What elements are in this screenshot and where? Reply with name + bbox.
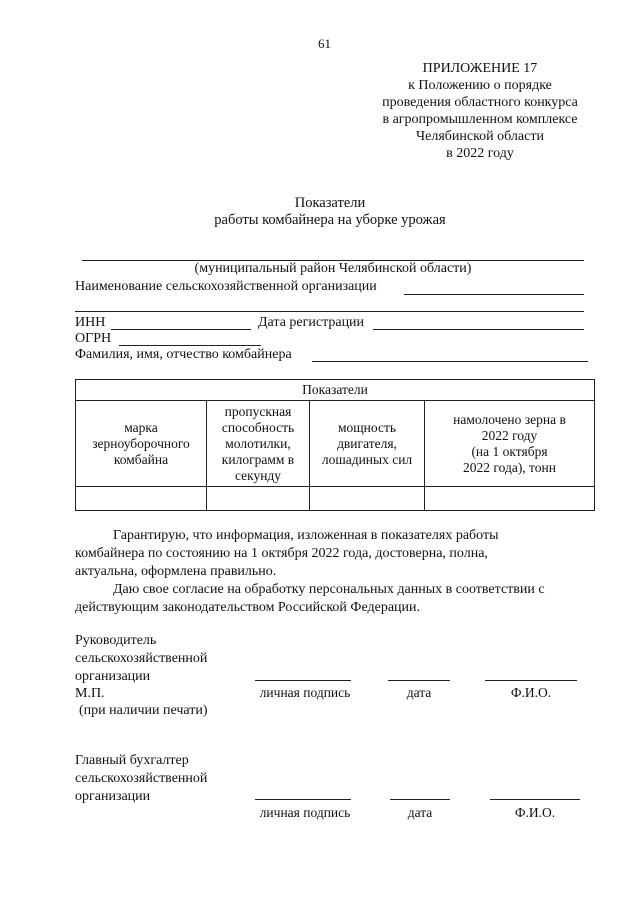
- head-name-line[interactable]: [485, 680, 577, 681]
- table-row: [76, 487, 595, 511]
- org-name-label: Наименование сельскохозяйственной организации: [75, 279, 377, 294]
- head-name-caption: Ф.И.О.: [510, 685, 552, 700]
- operator-label: Фамилия, имя, отчество комбайнера: [75, 347, 292, 362]
- page-number: 61: [318, 36, 331, 51]
- cell-throughput[interactable]: [207, 487, 310, 511]
- attachment-line: Челябинской области: [416, 129, 544, 144]
- table-header-row: [76, 380, 595, 401]
- head-sign-line[interactable]: [255, 680, 351, 681]
- stamp-label: М.П.: [75, 686, 105, 701]
- guarantee-line: актуальна, оформлена правильно.: [75, 564, 277, 579]
- accountant-name-caption: Ф.И.О.: [514, 805, 556, 820]
- reg-date-field[interactable]: [373, 329, 584, 330]
- accountant-sign-caption: личная подпись: [259, 805, 351, 820]
- operator-field[interactable]: [312, 361, 588, 362]
- head-date-line[interactable]: [388, 680, 450, 681]
- accountant-date-caption: дата: [407, 805, 433, 820]
- guarantee-line: комбайнера по состоянию на 1 октября 2022 года, достоверна, полна,: [75, 546, 488, 561]
- accountant-name-line[interactable]: [490, 799, 580, 800]
- col-header-throughput: пропускная способность молотилки, килограмм в секунду: [207, 401, 310, 487]
- org-name-field-continued[interactable]: [75, 311, 584, 312]
- col-header-grain: намолочено зерна в 2022 году (на 1 октября 2022 года), тонн: [425, 401, 595, 487]
- doc-title: Показатели: [294, 195, 366, 211]
- accountant-role-line: сельскохозяйственной: [75, 771, 208, 786]
- reg-date-label: Дата регистрации: [258, 315, 365, 330]
- head-date-caption: дата: [406, 685, 432, 700]
- col-header-power: мощность двигателя, лошадиных сил: [310, 401, 425, 487]
- district-caption: (муниципальный район Челябинской области): [194, 261, 472, 276]
- accountant-role-line: Главный бухгалтер: [75, 753, 189, 768]
- ogrn-field[interactable]: [119, 345, 261, 346]
- attachment-line: к Положению о порядке: [408, 78, 552, 93]
- attachment-title: ПРИЛОЖЕНИЕ 17: [422, 61, 538, 76]
- head-sign-caption: личная подпись: [259, 685, 351, 700]
- head-role-line: Руководитель: [75, 633, 157, 648]
- consent-line: Даю свое согласие на обработку персональных данных в соответствии с: [113, 582, 545, 597]
- cell-grain[interactable]: [425, 487, 595, 511]
- col-header-brand: марка зерноуборочного комбайна: [76, 401, 207, 487]
- accountant-role-line: организации: [75, 789, 151, 804]
- attachment-line: в 2022 году: [446, 146, 514, 161]
- org-name-field[interactable]: [404, 294, 584, 295]
- ogrn-label: ОГРН: [75, 331, 112, 346]
- attachment-line: в агропромышленном комплексе: [382, 112, 578, 127]
- attachment-line: проведения областного конкурса: [382, 95, 578, 110]
- consent-line: действующим законодательством Российской Федерации.: [75, 600, 421, 615]
- group-header: Показатели: [76, 380, 595, 401]
- doc-subtitle: работы комбайнера на уборке урожая: [214, 212, 446, 228]
- indicators-table: [75, 379, 595, 511]
- head-role-line: сельскохозяйственной: [75, 651, 208, 666]
- head-role-line: организации: [75, 669, 151, 684]
- table-columns-row: [76, 401, 595, 487]
- accountant-date-line[interactable]: [390, 799, 450, 800]
- guarantee-line: Гарантирую, что информация, изложенная в показателях работы: [113, 528, 499, 543]
- cell-brand[interactable]: [76, 487, 207, 511]
- accountant-sign-line[interactable]: [255, 799, 351, 800]
- inn-field[interactable]: [111, 329, 251, 330]
- inn-label: ИНН: [75, 315, 106, 330]
- seal-note: (при наличии печати): [79, 703, 208, 718]
- cell-power[interactable]: [310, 487, 425, 511]
